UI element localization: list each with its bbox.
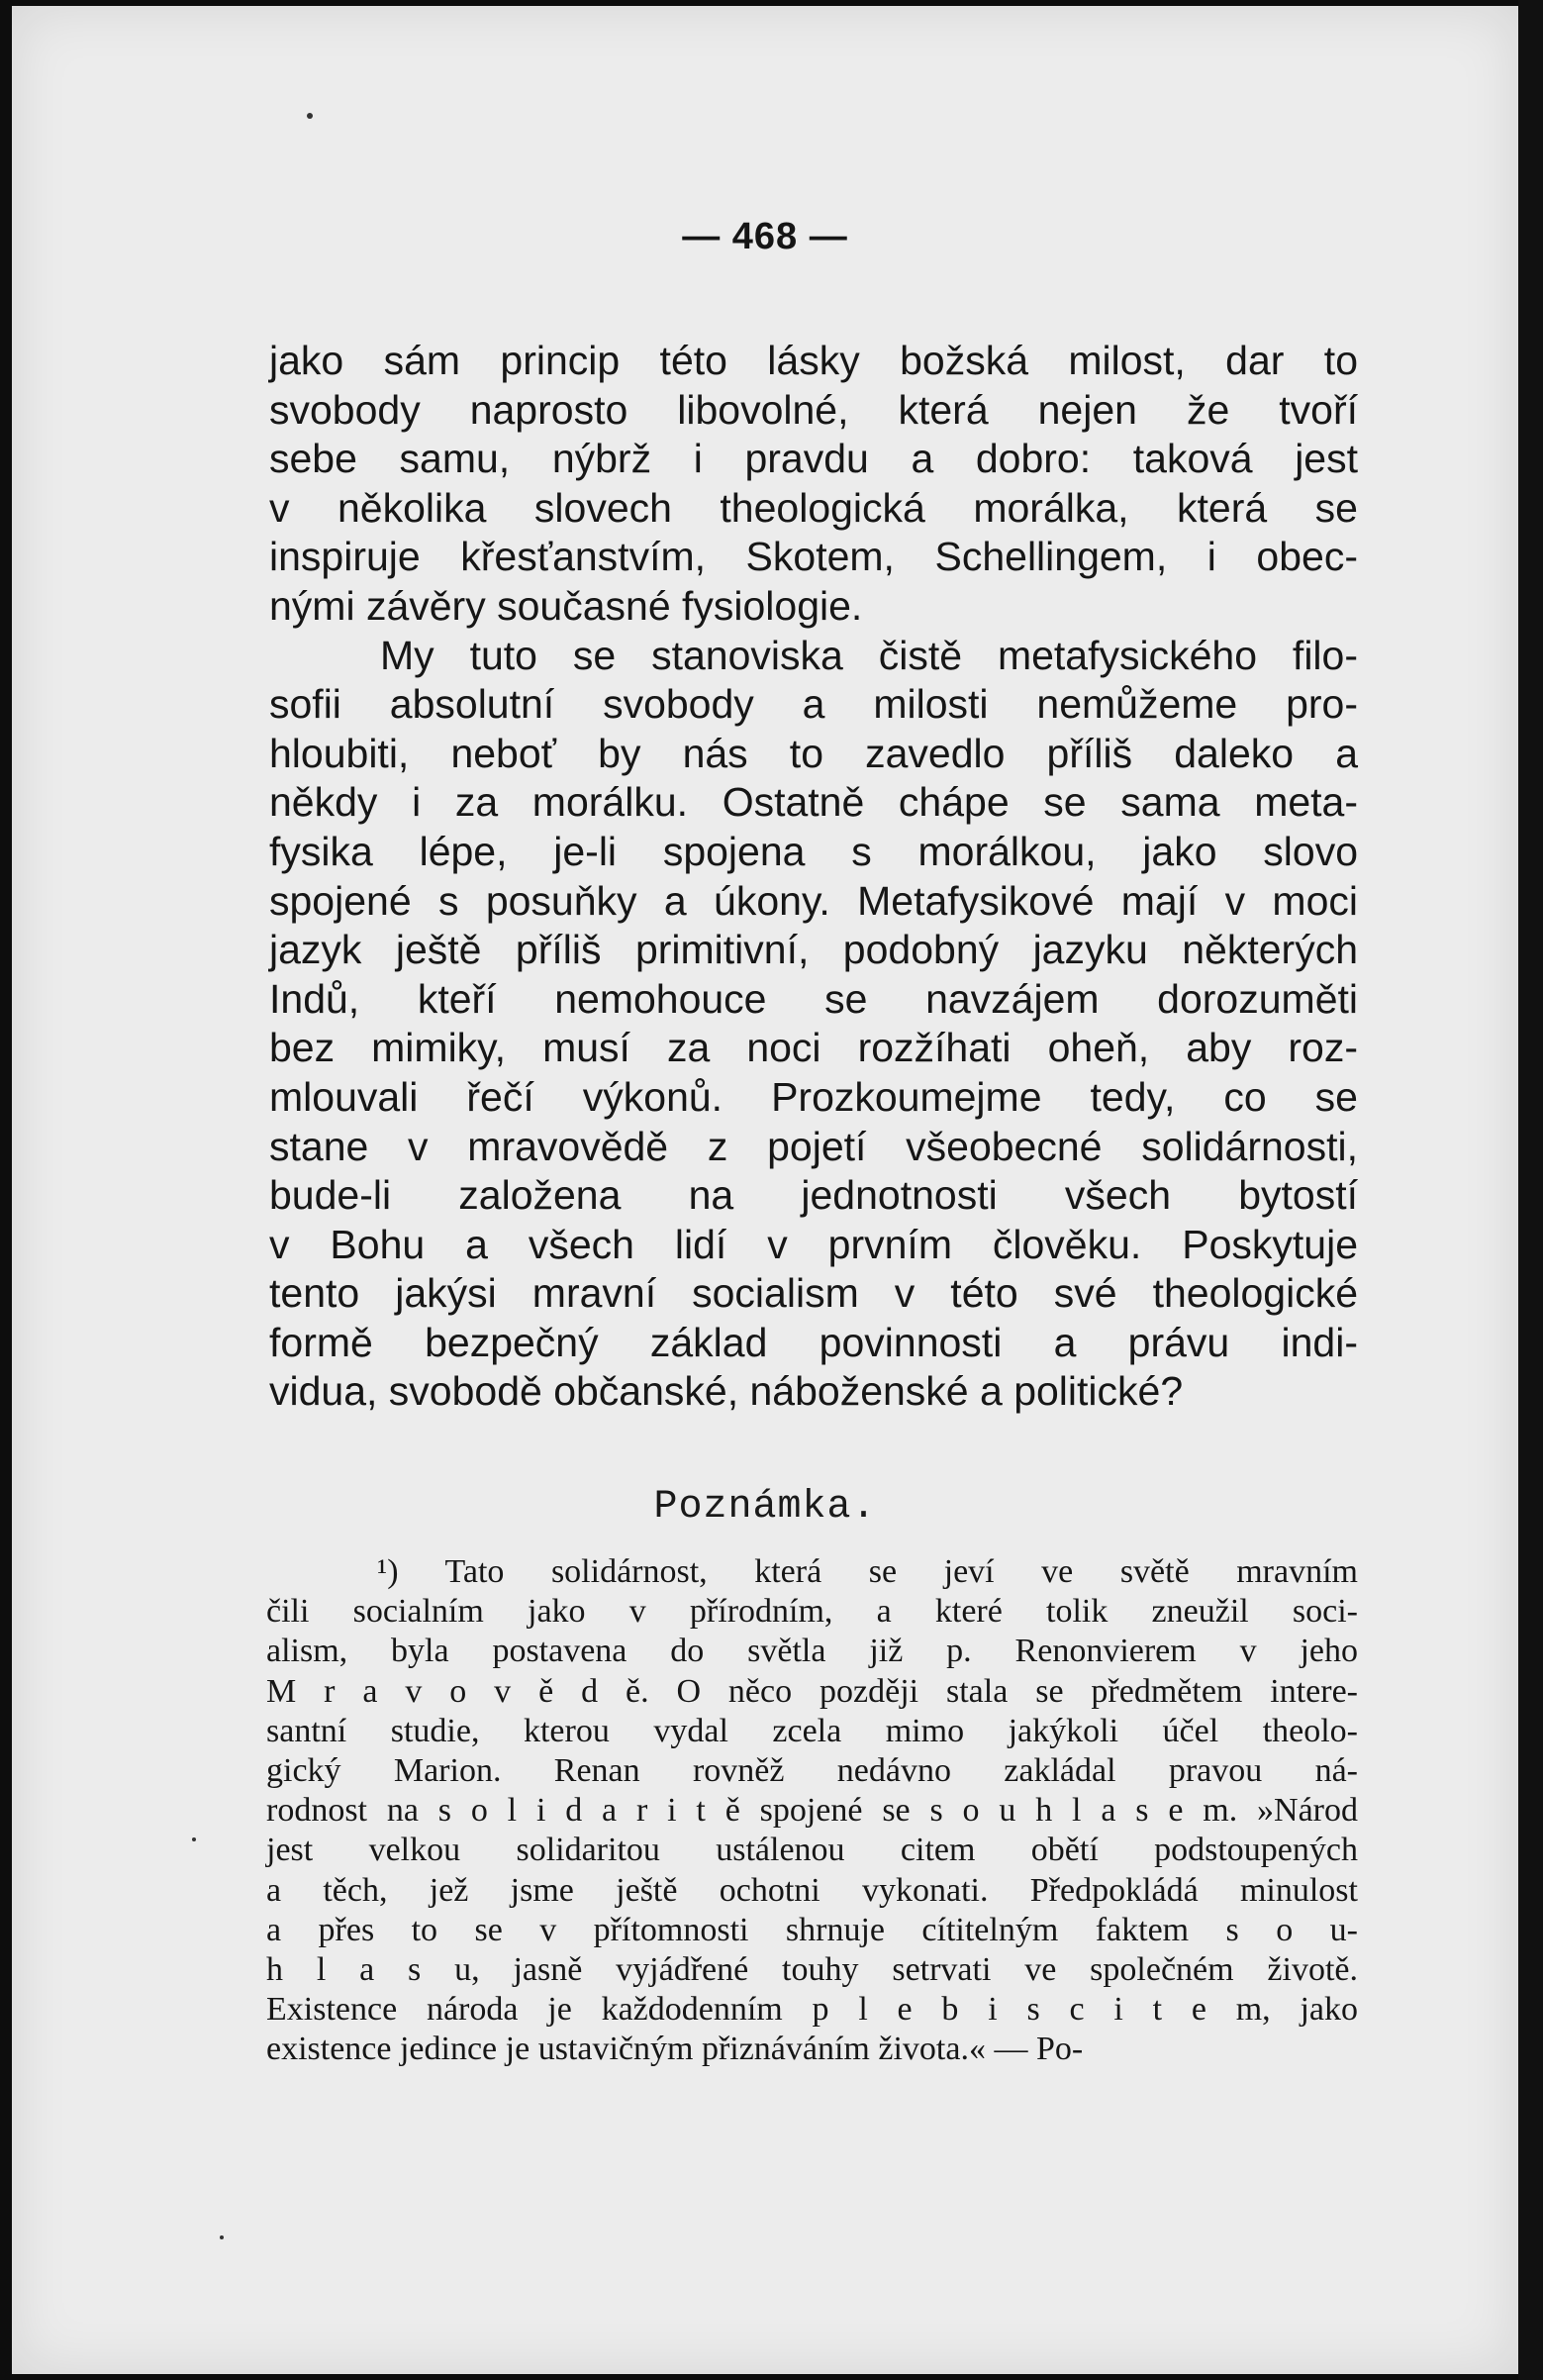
note-line: čili socialním jako v přírodním, a které tolik zneužil soci- [266, 1593, 1358, 1631]
note-line: alism, byla postavena do světla již p. Renonvierem v jeho [266, 1633, 1358, 1670]
note-line: a přes to se v přítomnosti shrnuje cítitelným faktem s o u- [266, 1911, 1358, 1948]
note-line: a těch, jež jsme ještě ochotni vykonati. Předpokládá minulost [266, 1871, 1358, 1909]
footnote [266, 1552, 1358, 2069]
body-line: jako sám princip této lásky božská milost, dar to [269, 338, 1358, 383]
note-line: M r a v o v ě d ě. O něco později stala se předmětem intere- [266, 1672, 1358, 1710]
body-line: Indů, kteří nemohouce se navzájem dorozuměti [269, 975, 1358, 1022]
body-line: formě bezpečný základ povinnosti a právu indi- [269, 1319, 1358, 1365]
note-line: ¹) Tato solidárnost, která se jeví ve světě mravním [377, 1553, 1358, 1590]
body-text [269, 337, 1358, 1417]
note-line: gický Marion. Renan rovněž nedávno zakládal pravou ná- [266, 1751, 1358, 1789]
body-line: bez mimiky, musí za noci rozžíhati oheň, aby roz- [269, 1025, 1358, 1071]
body-line: v Bohu a všech lidí v prvním člověku. Poskytuje [269, 1221, 1358, 1267]
body-line: svobody naprosto libovolné, která nejen že tvoří [269, 386, 1358, 433]
body-line: vidua, svobodě občanské, náboženské a politické? [269, 1368, 1184, 1415]
body-line: tento jakýsi mravní socialism v této své theologické [269, 1270, 1358, 1317]
body-line: nými závěry současné fysiologie. [269, 582, 863, 629]
body-line: jazyk ještě příliš primitivní, podobný jazyku některých [269, 927, 1358, 973]
body-line: fysika lépe, je-li spojena s morálkou, jako slovo [269, 828, 1358, 874]
body-line: sebe samu, nýbrž i pravdu a dobro: taková jest [269, 436, 1358, 482]
page-number: — 468 — [682, 216, 848, 257]
book-page [12, 6, 1518, 2374]
note-heading: Poznámka. [653, 1485, 877, 1530]
body-line: bude-li založena na jednotnosti všech bytostí [269, 1172, 1358, 1219]
body-line: My tuto se stanoviska čistě metafysického filo- [380, 632, 1358, 678]
note-line: Existence národa je každodenním p l e b i s c i t e m, jako [266, 1991, 1358, 2029]
body-line: v několika slovech theologická morálka, která se [269, 484, 1358, 531]
body-line: spojené s posuňky a úkony. Metafysikové mají v moci [269, 877, 1358, 924]
body-line: stane v mravovědě z pojetí všeobecné solidárnosti, [269, 1123, 1358, 1169]
body-line: inspiruje křesťanstvím, Skotem, Schellingem, i obec- [269, 534, 1358, 580]
speck-mark [220, 2235, 224, 2239]
note-line: h l a s u, jasně vyjádřené touhy setrvati ve společném životě. [266, 1950, 1358, 1988]
note-line: santní studie, kterou vydal zcela mimo jakýkoli účel theolo- [266, 1712, 1358, 1749]
body-line: hloubiti, neboť by nás to zavedlo příliš daleko a [269, 730, 1358, 776]
body-line: sofii absolutní svobody a milosti nemůžeme pro- [269, 681, 1358, 728]
speck-mark [192, 1837, 196, 1841]
scan-edge [1518, 0, 1543, 2380]
note-line: rodnost na s o l i d a r i t ě spojené se s o u h l a s e m. »Národ [266, 1792, 1358, 1830]
note-line: jest velkou solidaritou ustálenou citem obětí podstoupených [266, 1832, 1358, 1869]
note-line: existence jedince je ustavičným přiznáváním života.« — Po- [266, 2031, 1084, 2068]
speck-mark [307, 113, 313, 119]
body-line: mlouvali řečí výkonů. Prozkoumejme tedy, co se [269, 1073, 1358, 1120]
body-line: někdy i za morálku. Ostatně chápe se sama meta- [269, 779, 1358, 826]
